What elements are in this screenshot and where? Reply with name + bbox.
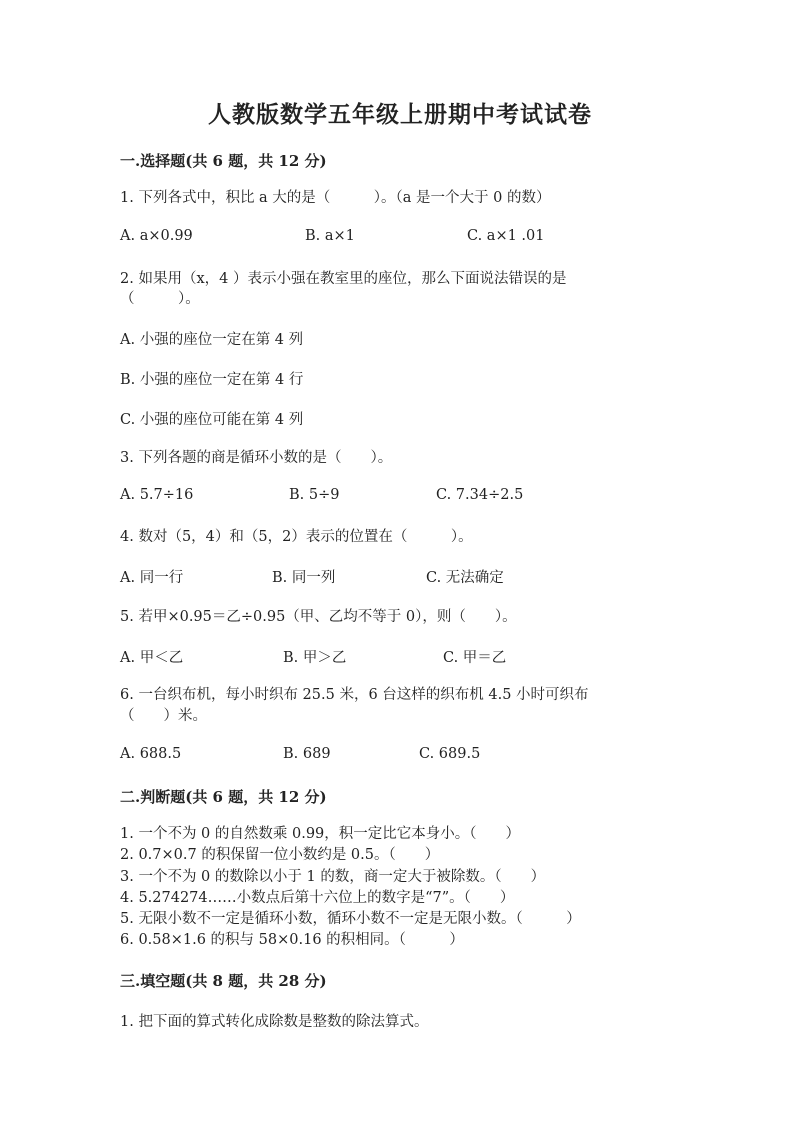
choice-q5-option-b: B. 甲＞乙 bbox=[283, 650, 347, 666]
choice-q3-option-c: C. 7.34÷2.5 bbox=[436, 487, 524, 503]
choice-q4-option-c: C. 无法确定 bbox=[426, 570, 504, 586]
choice-q3-stem: 3. 下列各题的商是循环小数的是（ ）。 bbox=[120, 450, 393, 466]
section-fill-heading: 三.填空题(共 8 题，共 28 分) bbox=[120, 972, 327, 990]
choice-q6-stem-line1: 6. 一台织布机，每小时织布 25.5 米，6 台这样的织布机 4.5 小时可织布 bbox=[120, 687, 589, 703]
judge-item: 2. 0.7×0.7 的积保留一位小数约是 0.5。（ ） bbox=[120, 847, 440, 864]
choice-q2-stem-line2: （ ）。 bbox=[120, 291, 200, 307]
judge-item: 5. 无限小数不一定是循环小数，循环小数不一定是无限小数。（ ） bbox=[120, 911, 581, 928]
section-judge-heading: 二.判断题(共 6 题，共 12 分) bbox=[120, 788, 327, 806]
choice-q6-stem-line2: （ ）米。 bbox=[120, 708, 207, 724]
choice-q4-option-b: B. 同一列 bbox=[272, 570, 336, 586]
choice-q2-stem-line1: 2. 如果用（x，4 ）表示小强在教室里的座位，那么下面说法错误的是 bbox=[120, 271, 567, 287]
choice-q2-option-c: C. 小强的座位可能在第 4 列 bbox=[120, 412, 304, 428]
choice-q4-option-a: A. 同一行 bbox=[120, 570, 184, 586]
choice-q1-option-b: B. a×1 bbox=[305, 228, 355, 244]
judge-item: 6. 0.58×1.6 的积与 58×0.16 的积相同。（ ） bbox=[120, 932, 464, 949]
choice-q3-option-b: B. 5÷9 bbox=[289, 487, 340, 503]
judge-item: 4. 5.274274……小数点后第十六位上的数字是“7”。（ ） bbox=[120, 889, 515, 906]
choice-q2-option-b: B. 小强的座位一定在第 4 行 bbox=[120, 372, 304, 388]
choice-q2-option-a: A. 小强的座位一定在第 4 列 bbox=[120, 332, 304, 348]
choice-q6-option-b: B. 689 bbox=[283, 746, 331, 762]
judge-item: 1. 一个不为 0 的自然数乘 0.99，积一定比它本身小。（ ） bbox=[120, 826, 521, 842]
fill-q1-stem: 1. 把下面的算式转化成除数是整数的除法算式。 bbox=[120, 1014, 429, 1030]
choice-q1-option-c: C. a×1 .01 bbox=[467, 228, 545, 244]
choice-q1-stem: 1. 下列各式中，积比 a 大的是（ ）。（a 是一个大于 0 的数） bbox=[120, 190, 551, 206]
section-choice-heading: 一.选择题(共 6 题，共 12 分) bbox=[120, 152, 327, 170]
judge-item: 3. 一个不为 0 的数除以小于 1 的数，商一定大于被除数。（ ） bbox=[120, 868, 546, 885]
exam-title: 人教版数学五年级上册期中考试试卷 bbox=[208, 101, 592, 128]
choice-q1-option-a: A. a×0.99 bbox=[120, 228, 193, 244]
choice-q6-option-c: C. 689.5 bbox=[419, 746, 481, 762]
choice-q5-stem: 5. 若甲×0.95＝乙÷0.95（甲、乙均不等于 0），则（ ）。 bbox=[120, 609, 517, 625]
choice-q5-option-a: A. 甲＜乙 bbox=[120, 650, 184, 666]
choice-q4-stem: 4. 数对（5，4）和（5，2）表示的位置在（ ）。 bbox=[120, 529, 473, 545]
judge-list bbox=[120, 824, 581, 952]
choice-q5-option-c: C. 甲＝乙 bbox=[443, 650, 507, 666]
choice-q6-option-a: A. 688.5 bbox=[120, 746, 182, 762]
choice-q3-option-a: A. 5.7÷16 bbox=[120, 487, 194, 503]
